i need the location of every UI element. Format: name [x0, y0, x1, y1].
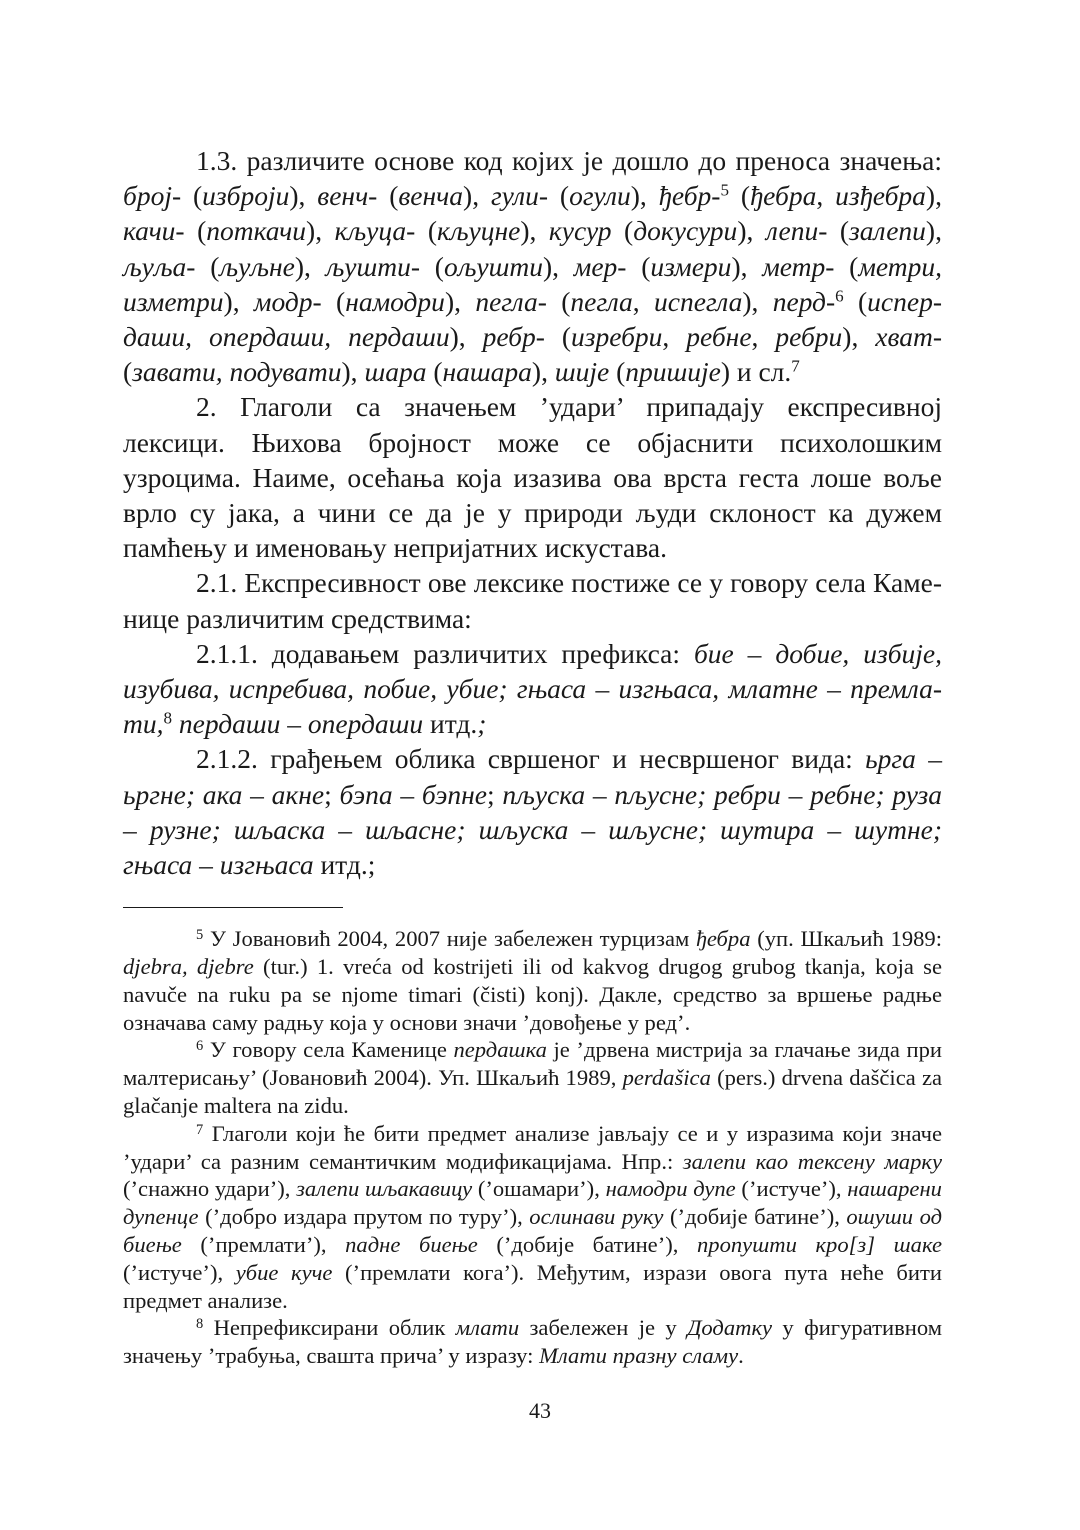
italic-term: Додатку — [687, 1315, 773, 1341]
text-run: ), — [306, 215, 335, 247]
italic-term: завати, подувати — [132, 356, 342, 388]
text-run: ), — [444, 285, 476, 317]
text-run: ), — [341, 356, 365, 388]
text-run: ), — [842, 321, 876, 353]
text-run: (’премлати кога’). Међутим, изрази овога пута неће бити предмет анализе. — [123, 1259, 942, 1313]
italic-term: ребне — [686, 321, 752, 353]
text-run: ( — [843, 285, 868, 317]
text-run: ( — [548, 180, 570, 212]
italic-term: убие куче — [235, 1259, 333, 1285]
italic-term: качи- — [123, 215, 185, 247]
text-run: . — [738, 1343, 744, 1369]
text-run: ), — [630, 180, 659, 212]
text-run: У говору села Каменице — [203, 1037, 454, 1063]
italic-term: лепи- — [765, 215, 828, 247]
footnote-ref: 8 — [196, 1316, 204, 1333]
text-run: (’добије батине’), — [477, 1232, 697, 1258]
text-run: ( — [415, 215, 437, 247]
footnote-ref: 6 — [196, 1038, 204, 1055]
italic-term: бие – добие, избије, изубива, испребива, побие, убие; гњаса – изгњаса, млатне – премлати, — [123, 637, 943, 740]
italic-term: перд- — [772, 285, 836, 317]
text-run: ), — [223, 285, 254, 317]
footnote-5 — [123, 925, 942, 1036]
paragraph-1-3-bases — [123, 143, 942, 389]
italic-term: изброји — [202, 180, 290, 212]
italic-term: ђебра — [696, 926, 751, 952]
italic-term: пришије — [625, 356, 721, 388]
italic-term: мер- — [573, 250, 627, 282]
text-run: у фигуративном значењу ’трабуња, свашта прича’ у изразу: — [123, 1315, 942, 1369]
text-run: ), — [542, 250, 574, 282]
text-run: ( — [546, 285, 571, 317]
italic-term: изребри — [571, 321, 663, 353]
text-run: ) и сл. — [720, 356, 792, 388]
text-run: ( — [609, 356, 626, 388]
paragraph-2-1-1-prefixes — [123, 636, 942, 742]
text-run: ( — [377, 180, 399, 212]
text-run: (tur.) 1. vreća od kostrijeti ili od kakvog drugog grubog tkanja, koja se navuče na ruku pa se njome timari (čisti) konj). Дакле, средство за вршење радње означава саму радњу која у основи значи ’довођење у ред’. — [123, 954, 942, 1035]
italic-term: пердаши – опердаши — [172, 708, 424, 740]
italic-term: љуљне — [219, 250, 295, 282]
text-run: (уп. Шкаљић 1989: — [750, 926, 942, 952]
italic-term: докусури — [633, 215, 738, 247]
text-run: (’добије батине’), — [663, 1204, 847, 1230]
footnote-ref: 5 — [196, 927, 204, 944]
italic-term: нашара — [442, 356, 532, 388]
italic-term: падне биење — [345, 1232, 478, 1258]
italic-term: пердашка — [453, 1037, 547, 1063]
italic-term: огули — [569, 180, 631, 212]
italic-term: залепи — [849, 215, 926, 247]
text-run: (’ошамари’), — [472, 1176, 606, 1202]
text-run: ), — [731, 250, 763, 282]
paragraph-2-1-means — [123, 565, 942, 635]
text-run: ), — [294, 250, 326, 282]
text-run: (pers.) drvena daščica za glačanje maltera na zidu. — [123, 1065, 942, 1119]
italic-term: пегла- — [475, 285, 547, 317]
paragraph-2-expressive-verbs — [123, 389, 942, 565]
italic-term: млати — [455, 1315, 520, 1341]
page-number: 43 — [529, 1398, 551, 1423]
italic-term: намодри — [345, 285, 445, 317]
text-run: ), — [925, 215, 942, 247]
footnote-separator — [123, 907, 343, 908]
italic-term: измери — [650, 250, 732, 282]
italic-term: пропушти кро[з] шаке — [696, 1232, 942, 1258]
italic-term: поткачи — [206, 215, 307, 247]
footnotes — [123, 925, 942, 1370]
text-run: ), — [742, 285, 773, 317]
text-run: ), — [449, 321, 483, 353]
text-run: итд. — [423, 708, 478, 740]
italic-term: венча — [398, 180, 464, 212]
text-run: , — [632, 285, 654, 317]
text-run: ( — [181, 180, 203, 212]
italic-term: ђебр- — [658, 180, 721, 212]
italic-term: perdašica — [622, 1065, 711, 1091]
text-run: ( — [426, 356, 443, 388]
italic-term: љуља- — [123, 250, 196, 282]
italic-term: ребри — [775, 321, 843, 353]
italic-term: ребр- — [482, 321, 545, 353]
text-run: ), — [289, 180, 318, 212]
footnote-6 — [123, 1036, 942, 1119]
text-run: ), — [737, 215, 766, 247]
footnote-ref: 7 — [791, 356, 800, 376]
text-run: ( — [611, 215, 634, 247]
italic-term: нашарени дупенце — [123, 1176, 942, 1230]
text-run: 2. Глаголи са значењем ’удари’ припадају експресивној лексици. Њихова бројност може се објаснити психолошким узроцима. Наиме, осећања која изазива ова врста геста лоше воље врло су јака, а чини се да је у природи људи склоност ка дужем памћењу и именовању непријатних искустава. — [123, 391, 942, 564]
text-run: је ’дрвена мистрија за глачање зида при малтерисању’ (Јовановић 2004). Уп. Шкаљић 1989, — [123, 1037, 942, 1091]
text-run: , — [816, 180, 836, 212]
text-run: ), — [531, 356, 555, 388]
italic-term: ошуши од биење — [123, 1204, 943, 1258]
text-run: ( — [626, 250, 651, 282]
text-run: Глаголи који ће бити предмет анализе јављају се и у изразима који значе ’удари’ са разним семантичким модификацијама. Нпр.: — [123, 1120, 942, 1174]
italic-term: кљуцне — [436, 215, 521, 247]
italic-term: метри, изметри — [123, 250, 942, 317]
text-run: ( — [420, 250, 444, 282]
italic-term: пегла — [570, 285, 633, 317]
text-run: (’снажно удари’), — [123, 1176, 297, 1202]
italic-term: залепи као тексену марку — [682, 1148, 942, 1174]
text-run: ( — [195, 250, 220, 282]
main-text — [123, 143, 942, 882]
text-run: ( — [544, 321, 572, 353]
text-run: , — [662, 321, 687, 353]
text-run: ( — [834, 250, 859, 282]
italic-term: намодри дупе — [605, 1176, 736, 1202]
text-run: У Јовановић 2004, 2007 није забележен турцизам — [203, 926, 696, 952]
text-run: ), — [925, 180, 942, 212]
italic-term: венч- — [317, 180, 378, 212]
italic-term: Млати празну сламу — [539, 1343, 739, 1369]
text-run: забележен је у — [519, 1315, 688, 1341]
footnote-ref: 5 — [720, 180, 729, 200]
italic-term: модр- — [253, 285, 322, 317]
footnote-ref: 8 — [163, 708, 173, 728]
italic-term: број- — [123, 180, 182, 212]
footnote-8 — [123, 1314, 942, 1370]
text-run: ( — [123, 356, 133, 388]
italic-term: метр- — [762, 250, 835, 282]
italic-term: шара — [364, 356, 427, 388]
italic-term: ; — [477, 708, 487, 740]
italic-term: испегла — [653, 285, 743, 317]
text-run: итд.; — [313, 849, 376, 881]
italic-term: шије — [554, 356, 610, 388]
italic-term: испердаши, опердаши, пердаши — [123, 285, 942, 353]
text-run: ; — [487, 778, 503, 810]
text-run: ( — [184, 215, 207, 247]
italic-term: ослинави руку — [529, 1204, 664, 1230]
italic-term: гули- — [490, 180, 549, 212]
text-run: (’премлати’), — [181, 1232, 346, 1258]
text-run: 2.1.1. додавањем различитих префикса: — [196, 637, 694, 669]
italic-term: изђебра — [835, 180, 926, 212]
footnote-ref: 6 — [835, 286, 844, 306]
text-run: ( — [728, 180, 750, 212]
italic-term: пљуска – пљусне; ребри – ребне; руза – рузне; шљаска – шљасне; шљуска – шљусне; шутира – шутне; гњаса – изгњаса — [123, 778, 943, 881]
text-run: 1.3. различите основе код којих је дошло до преноса значења: — [196, 145, 942, 176]
italic-term: кљуца- — [334, 215, 416, 247]
text-run: ), — [520, 215, 549, 247]
text-run: (’истуче’), — [123, 1259, 236, 1285]
italic-term: бэпа – бэпне — [339, 778, 488, 810]
footnote-7 — [123, 1120, 942, 1315]
text-run: 2.1.2. грађењем облика свршеног и несвршеног вида: — [196, 743, 866, 775]
paragraph-2-1-2-aspect — [123, 741, 942, 882]
italic-term: залепи шљакавицу — [296, 1176, 473, 1202]
italic-term: ољушти — [443, 250, 543, 282]
italic-term: ьрга – ьргне; ака – акне — [123, 743, 942, 810]
italic-term: djebra, djebre — [123, 954, 254, 980]
italic-term: љушти- — [325, 250, 421, 282]
text-run: ( — [827, 215, 850, 247]
italic-term: хват- — [875, 321, 943, 353]
text-run: (’добро издарa прутом по туру’), — [198, 1204, 530, 1230]
italic-term: ђебра — [749, 180, 817, 212]
page-body — [123, 143, 942, 1370]
italic-term: кусур — [548, 215, 612, 247]
text-run: ; — [324, 778, 340, 810]
text-run: 2.1. Експресивност ове лексике постиже се у говору села Каменице различитим средствима: — [123, 567, 942, 634]
text-run: Непрефиксирани облик — [203, 1315, 456, 1341]
footnote-ref: 7 — [196, 1121, 204, 1138]
text-run: (’истуче’), — [735, 1176, 848, 1202]
text-run: ), — [463, 180, 491, 212]
text-run: , — [751, 321, 776, 353]
text-run: ( — [321, 285, 346, 317]
